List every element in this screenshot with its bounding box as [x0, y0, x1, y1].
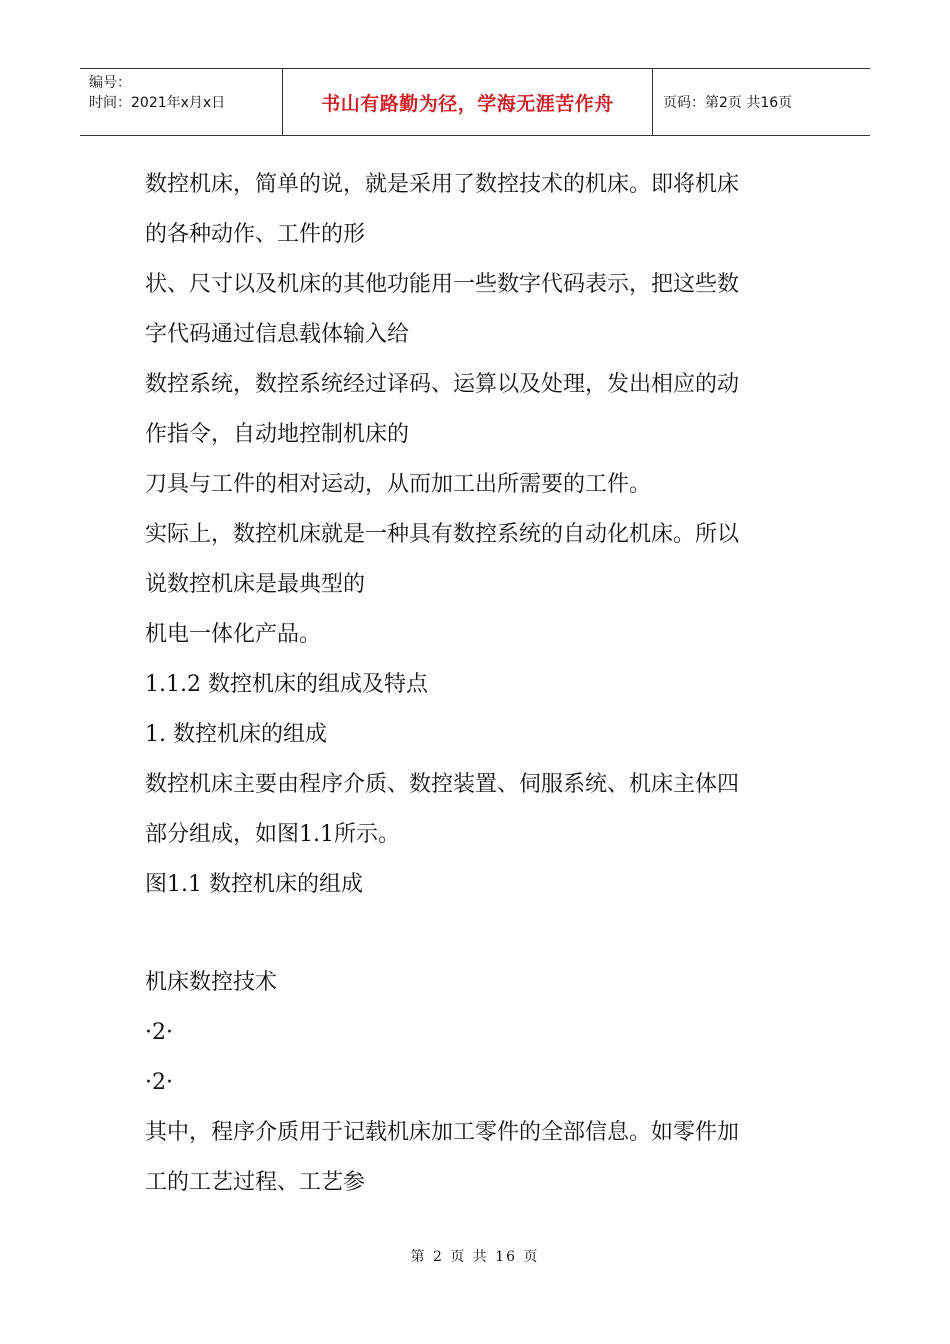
page-header — [80, 68, 870, 136]
header-info-cell — [80, 69, 282, 135]
body-line: 数控机床主要由程序介质、数控装置、伺服系统、机床主体四 — [145, 772, 740, 797]
page-marker: ·2· — [145, 1070, 173, 1095]
body-line: 的各种动作、工件的形 — [145, 222, 366, 247]
body-line: 状、尺寸以及机床的其他功能用一些数字代码表示，把这些数 — [145, 272, 740, 297]
header-date-label: 时间：2021年x月x日 — [89, 95, 226, 111]
body-line: 实际上，数控机床就是一种具有数控系统的自动化机床。所以 — [145, 522, 740, 547]
body-line: 机电一体化产品。 — [145, 622, 322, 647]
header-number-label: 编号： — [89, 75, 131, 91]
body-line: 字代码通过信息载体输入给 — [145, 322, 410, 347]
body-line: 作指令，自动地控制机床的 — [145, 422, 410, 447]
section-heading: 1.1.2 数控机床的组成及特点 — [145, 672, 428, 697]
subsection-heading: 1. 数控机床的组成 — [145, 722, 327, 747]
body-line: 其中，程序介质用于记载机床加工零件的全部信息。如零件加 — [145, 1120, 740, 1145]
body-line: 工的工艺过程、工艺参 — [145, 1170, 366, 1195]
body-line: 部分组成，如图1.1所示。 — [145, 822, 400, 847]
page-marker: ·2· — [145, 1020, 173, 1045]
body-line: 说数控机床是最典型的 — [145, 572, 366, 597]
figure-caption: 图1.1 数控机床的组成 — [145, 872, 363, 897]
page-footer: 第 2 页 共 16 页 — [410, 1249, 540, 1265]
body-line: 刀具与工件的相对运动，从而加工出所需要的工件。 — [145, 472, 652, 497]
body-line: 数控系统，数控系统经过译码、运算以及处理，发出相应的动 — [145, 372, 740, 397]
header-motto: 书山有路勤为径，学海无涯苦作舟 — [282, 69, 653, 135]
header-page-label: 页码：第2页 共16页 — [663, 95, 793, 111]
running-title: 机床数控技术 — [145, 970, 278, 995]
body-line: 数控机床，简单的说，就是采用了数控技术的机床。即将机床 — [145, 172, 740, 197]
